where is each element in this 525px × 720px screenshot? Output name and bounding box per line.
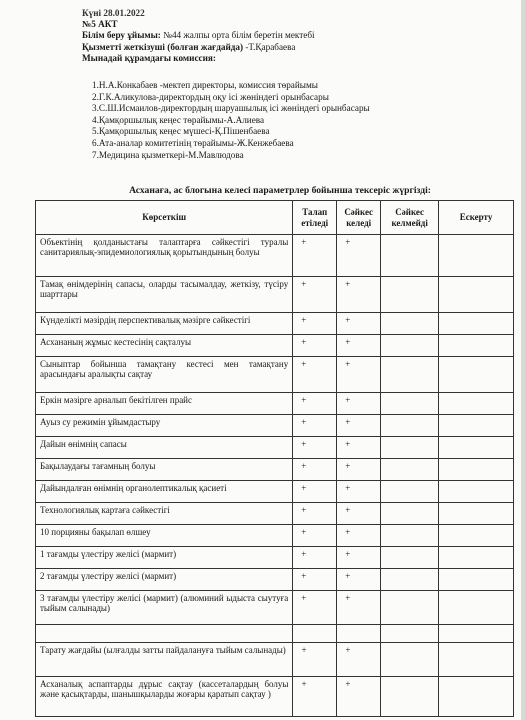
indicator-cell: Тамақ өнімдерінің сапасы, оларды тасымалдау, жеткізу, түсіру шарттары [36,277,293,313]
indicator-cell: Асхананың жұмыс кестесінің сақталуы [36,335,293,357]
required-cell: + [293,437,337,459]
required-cell: + [293,335,337,357]
note-cell [439,437,514,459]
table-row [36,525,514,547]
table-row [36,415,514,437]
indicator-cell: Еркін мәзірге арналып бекітілген прайс [36,393,293,415]
table-row [36,313,514,335]
indicator-cell: Дайын өнімнің сапасы [36,437,293,459]
indicator-cell: Тарату жағдайы (ылғалды затты пайдалануға тыйым салынады) [36,643,293,677]
compliant-cell: + [337,277,381,313]
noncompliant-cell [381,643,439,677]
required-cell: + [293,677,337,717]
compliant-cell: + [337,335,381,357]
table-row [36,393,514,415]
table-row [36,459,514,481]
compliant-cell: + [337,459,381,481]
required-cell: + [293,481,337,503]
note-cell [439,415,514,437]
act-header [82,8,512,64]
table-row [36,677,514,717]
note-cell [439,335,514,357]
compliant-cell: + [337,591,381,625]
organization-line [82,30,512,41]
member-item: 3.С.Ш.Исмаилов-директордың шаруашылық ісі жөніндегі орынбасары [92,103,370,114]
indicator-cell: Сыныптар бойынша тамақтану кестесі мен тамақтану арасындағы аралықты сақтау [36,357,293,393]
compliant-cell: + [337,503,381,525]
required-cell: + [293,569,337,591]
required-cell: + [293,277,337,313]
noncompliant-cell [381,393,439,415]
table-row [36,357,514,393]
noncompliant-cell [381,357,439,393]
noncompliant-cell [381,335,439,357]
compliant-cell: + [337,525,381,547]
supplier-line [82,42,512,53]
compliant-cell: + [337,677,381,717]
supplier-value: -Т.Қарабаева [243,41,296,52]
compliant-cell: + [337,643,381,677]
column-header-required: Талап етіледі [293,201,337,235]
required-cell: + [293,525,337,547]
table-row [36,277,514,313]
column-header-noncompliant: Сәйкес келмейді [381,201,439,235]
required-cell: + [293,547,337,569]
noncompliant-cell [381,569,439,591]
indicator-cell: 10 порцияны бақылап өлшеу [36,525,293,547]
note-cell [439,459,514,481]
member-item: 4.Қамқоршылық кеңес төрайымы-А.Алиева [92,114,265,125]
table-row [36,235,514,277]
table-title: Асханаға, ас блогына келесі параметрлер бойынша тексеріс жүргізді: [129,185,431,196]
note-cell [439,503,514,525]
note-cell [439,591,514,625]
required-cell: + [293,393,337,415]
note-cell [439,547,514,569]
compliant-cell: + [337,357,381,393]
indicator-cell: Технологиялық картаға сәйкестігі [36,503,293,525]
table-row [36,643,514,677]
date-line: Күні 28.01.2022 [82,8,145,18]
table-row [36,547,514,569]
compliant-cell: + [337,415,381,437]
note-cell [439,277,514,313]
required-cell: + [293,643,337,677]
note-cell [439,393,514,415]
indicator-cell: Дайындалған өнімнің органолептикалық қасиеті [36,481,293,503]
member-item: 6.Ата-аналар комитетінің төрайымы-Ж.Кенжебаева [92,137,294,148]
table-row [36,591,514,625]
noncompliant-cell [381,503,439,525]
note-cell [439,235,514,277]
indicator-cell: Бақылаудағы тағамның болуы [36,459,293,481]
compliant-cell: + [337,313,381,335]
required-cell: + [293,357,337,393]
note-cell [439,677,514,717]
required-cell: + [293,415,337,437]
table-row [36,503,514,525]
indicator-cell: Ауыз су режимін ұйымдастыру [36,415,293,437]
indicator-cell: 3 тағамды үлестіру желісі (мармит) (алюминий ыдыста сыутуға тыйым салынады) [36,591,293,625]
table-row [36,437,514,459]
noncompliant-cell [381,235,439,277]
compliant-cell: + [337,437,381,459]
indicator-cell: 2 тағамды үлестіру желісі (мармит) [36,569,293,591]
indicator-cell: 1 тағамды үлестіру желісі (мармит) [36,547,293,569]
column-header-note: Ескерту [439,201,514,235]
note-cell [439,643,514,677]
organization-label: Білім беру ұйымы: [82,30,161,41]
column-header-indicator: Көрсеткіш [36,201,293,235]
member-item: 5.Қамқоршылық кеңес мүшесі-Қ.Пішенбаева [92,126,270,137]
noncompliant-cell [381,525,439,547]
compliant-cell: + [337,235,381,277]
indicator-cell: Күнделікті мәзірдің перспективалық мәзірге сәйкестігі [36,313,293,335]
column-header-compliant: Сәйкес келеді [337,201,381,235]
organization-value: №44 жалпы орта білім беретін мектебі [160,30,315,41]
note-cell [439,569,514,591]
act-title: №5 АКТ [82,19,118,30]
required-cell: + [293,313,337,335]
noncompliant-cell [381,591,439,625]
required-cell: + [293,503,337,525]
inspection-table [35,200,514,677]
member-item: 1.Н.А.Конкабаев -мектеп директоры, комиссия төрайымы [92,80,318,90]
scan-edge [521,0,525,720]
table-row [36,335,514,357]
note-cell [439,357,514,393]
indicator-cell: Объектінің қолданыстағы талаптарға сәйкестігі туралы санитариялық-эпидемиологиялық қорытындының болуы [36,235,293,277]
inspection-table-continued [35,642,514,717]
noncompliant-cell [381,437,439,459]
compliant-cell: + [337,393,381,415]
table-row [36,569,514,591]
table-header-row [36,201,514,235]
noncompliant-cell [381,313,439,335]
required-cell: + [293,235,337,277]
member-item: 2.Г.К.Аликулова-директордың оқу ісі жөніндегі орынбасары [92,91,329,102]
required-cell: + [293,459,337,481]
note-cell [439,481,514,503]
compliant-cell: + [337,481,381,503]
supplier-label: Қызметті жеткізуші (болған жағдайда) [82,41,244,52]
noncompliant-cell [381,677,439,717]
compliant-cell: + [337,547,381,569]
noncompliant-cell [381,459,439,481]
note-cell [439,313,514,335]
commission-heading: Мынадай құрамдағы комиссия: [82,52,216,63]
compliant-cell: + [337,569,381,591]
noncompliant-cell [381,277,439,313]
indicator-cell: Асханалық аспаптарды дұрыс сақтау (кассеталардың болуы және қасықтарды, шанышқыларды жоғары қаратып сақтау ) [36,677,293,717]
required-cell: + [293,591,337,625]
noncompliant-cell [381,547,439,569]
noncompliant-cell [381,481,439,503]
table-row [36,481,514,503]
note-cell [439,525,514,547]
noncompliant-cell [381,415,439,437]
member-item: 7.Медицина қызметкері-М.Мавлюдова [92,149,244,160]
commission-members [92,80,512,161]
